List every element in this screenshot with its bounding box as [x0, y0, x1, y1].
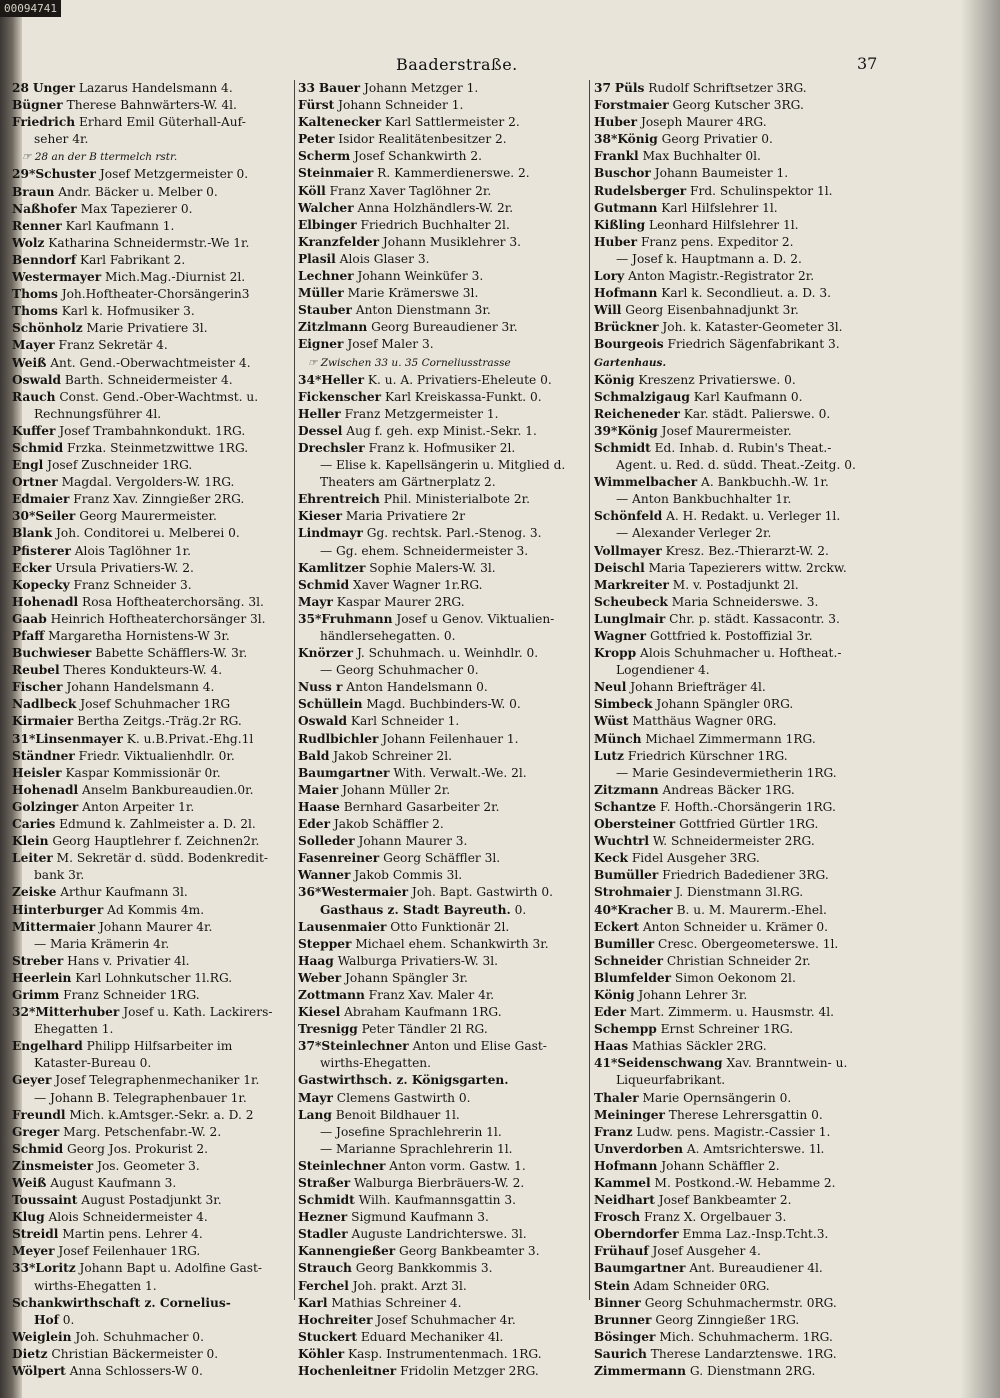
- directory-entry: Agent. u. Red. d. südd. Theat.-Zeitg. 0.: [616, 458, 856, 473]
- directory-entry: Eder Mart. Zimmerm. u. Hausmstr. 4l.: [594, 1005, 834, 1020]
- directory-entry: 32*Mitterhuber Josef u. Kath. Lackirers-: [12, 1005, 273, 1020]
- directory-entry: Brückner Joh. k. Kataster-Geometer 3l.: [594, 320, 843, 335]
- directory-entry: — Josefine Sprachlehrerin 1l.: [320, 1124, 502, 1139]
- directory-entry: Strauch Georg Bankkommis 3.: [298, 1261, 493, 1276]
- directory-entry: 33*Loritz Johann Bapt u. Adolfine Gast-: [12, 1261, 263, 1276]
- directory-entry: — Marie Gesindevermietherin 1RG.: [616, 765, 837, 780]
- directory-entry: 37 Püls Rudolf Schriftsetzer 3RG.: [594, 81, 807, 95]
- directory-entry: Plasil Alois Glaser 3.: [298, 251, 430, 266]
- directory-entry: Schankwirthschaft z. Cornelius-: [12, 1295, 231, 1310]
- directory-entry: Zeiske Arthur Kaufmann 3l.: [12, 885, 188, 900]
- directory-entry: Zinsmeister Jos. Geometer 3.: [12, 1158, 200, 1173]
- directory-entry: König Kreszenz Privatierswe. 0.: [594, 372, 796, 387]
- directory-entry: Schönholz Marie Privatiere 3l.: [12, 321, 208, 336]
- directory-entry: Kataster-Bureau 0.: [34, 1056, 152, 1071]
- directory-entry: Reubel Theres Kondukteurs-W. 4.: [12, 663, 223, 678]
- directory-entry: Streber Hans v. Privatier 4l.: [12, 953, 190, 968]
- directory-entry: Keck Fidel Ausgeher 3RG.: [594, 851, 760, 866]
- directory-entry: Fischer Johann Handelsmann 4.: [12, 680, 215, 695]
- directory-entry: 40*Kracher B. u. M. Maurerm.-Ehel.: [594, 902, 827, 917]
- directory-entry: Weber Johann Spängler 3r.: [298, 970, 468, 985]
- directory-entry: Mittermaier Johann Maurer 4r.: [12, 919, 213, 934]
- directory-entry: Unverdorben A. Amtsrichterswe. 1l.: [594, 1141, 825, 1156]
- directory-entry: Oswald Karl Schneider 1.: [298, 714, 460, 729]
- directory-entry: Köhler Kasp. Instrumentenmach. 1RG.: [298, 1346, 542, 1361]
- directory-entry: Klein Georg Hauptlehrer f. Zeichnen2r.: [12, 834, 260, 849]
- directory-entry: Renner Karl Kaufmann 1.: [12, 218, 175, 233]
- directory-entry: Fickenscher Karl Kreiskassa-Funkt. 0.: [298, 389, 542, 404]
- directory-entry: Hofmann Karl k. Secondlieut. a. D. 3.: [594, 286, 831, 301]
- directory-entry: Saurich Therese Landarztenswe. 1RG.: [594, 1346, 837, 1361]
- directory-entry: Kranzfelder Johann Musiklehrer 3.: [298, 234, 522, 249]
- directory-entry: 36*Westermaier Joh. Bapt. Gastwirth 0.: [298, 885, 553, 900]
- directory-entry: Köll Franz Xaver Taglöhner 2r.: [298, 183, 492, 198]
- directory-entry: Huber Joseph Maurer 4RG.: [594, 115, 767, 130]
- directory-entry: Nadlbeck Josef Schuhmacher 1RG: [12, 697, 231, 712]
- directory-entry: Lunglmair Chr. p. städt. Kassacontr. 3.: [594, 611, 840, 626]
- directory-entry: Haas Mathias Säckler 2RG.: [594, 1039, 767, 1054]
- directory-entry: Blumfelder Simon Oekonom 2l.: [594, 970, 796, 985]
- directory-entry: Lang Benoit Bildhauer 1l.: [298, 1107, 460, 1122]
- directory-entry: Schmid Xaver Wagner 1r.RG.: [298, 577, 483, 592]
- directory-entry: Grimm Franz Schneider 1RG.: [12, 987, 200, 1002]
- directory-entry: Wüst Matthäus Wagner 0RG.: [594, 714, 777, 729]
- directory-entry: Ehegatten 1.: [34, 1022, 114, 1037]
- directory-entry: 29*Schuster Josef Metzgermeister 0.: [12, 167, 249, 182]
- directory-entry: Frankl Max Buchhalter 0l.: [594, 149, 761, 164]
- directory-entry: 31*Linsenmayer K. u.B.Privat.-Ehg.1l: [12, 731, 254, 746]
- directory-entry: Mayer Franz Sekretär 4.: [12, 338, 168, 353]
- directory-entry: Schneider Christian Schneider 2r.: [594, 953, 811, 968]
- column-right: [594, 80, 894, 1380]
- directory-entry: Engl Josef Zuschneider 1RG.: [12, 458, 193, 473]
- directory-entry: Wanner Jakob Commis 3l.: [298, 868, 463, 883]
- directory-entry: Klug Alois Schneidermeister 4.: [12, 1210, 208, 1225]
- directory-entry: Strohmaier J. Dienstmann 3l.RG.: [594, 885, 804, 900]
- directory-entry: Tresnigg Peter Tändler 2l RG.: [298, 1022, 488, 1037]
- directory-entry: Huber Franz pens. Expeditor 2.: [594, 234, 794, 249]
- directory-entry: Rechnungsführer 4l.: [34, 406, 162, 421]
- directory-entry: Liqueurfabrikant.: [616, 1073, 726, 1088]
- directory-entry: wirths-Ehegatten.: [320, 1056, 432, 1071]
- directory-entry: Brunner Georg Zinngießer 1RG.: [594, 1312, 800, 1327]
- directory-entry: Bügner Therese Bahnwärters-W. 4l.: [12, 98, 237, 113]
- directory-entry: König Johann Lehrer 3r.: [594, 987, 748, 1002]
- directory-entry: 41*Seidenschwang Xav. Branntwein- u.: [594, 1056, 848, 1071]
- directory-entry: Schmalzigaug Karl Kaufmann 0.: [594, 389, 803, 404]
- directory-entry: Drechsler Franz k. Hofmusiker 2l.: [298, 440, 516, 455]
- directory-entry: — Johann B. Telegraphenbauer 1r.: [34, 1090, 247, 1105]
- directory-entry: Knörzer J. Schuhmach. u. Weinhdlr. 0.: [298, 646, 539, 661]
- directory-entry: Hezner Sigmund Kaufmann 3.: [298, 1210, 489, 1225]
- directory-entry: Walcher Anna Holzhändlers-W. 2r.: [298, 200, 514, 215]
- directory-entry: — Josef k. Hauptmann a. D. 2.: [616, 251, 802, 266]
- directory-entry: 28 Unger Lazarus Handelsmann 4.: [12, 81, 233, 95]
- directory-entry: Mayr Kaspar Maurer 2RG.: [298, 594, 465, 609]
- directory-entry: Buschor Johann Baumeister 1.: [594, 166, 789, 181]
- directory-entry: Kaltenecker Karl Sattlermeister 2.: [298, 115, 520, 130]
- directory-entry: händlersehegatten. 0.: [320, 629, 456, 643]
- directory-entry: Leiter M. Sekretär d. südd. Bodenkredit-: [12, 851, 269, 866]
- directory-entry: Schmid Frzka. Steinmetzwittwe 1RG.: [12, 440, 249, 455]
- directory-entry: Lechner Johann Weinküfer 3.: [298, 269, 484, 284]
- directory-entry: Vollmayer Kresz. Bez.-Thierarzt-W. 2.: [594, 543, 829, 558]
- directory-entry: Kannengießer Georg Bankbeamter 3.: [298, 1244, 540, 1259]
- directory-entry: seher 4r.: [34, 132, 89, 147]
- directory-entry: Baumgartner Ant. Bureaudiener 4l.: [594, 1261, 823, 1276]
- directory-entry: Steinlechner Anton vorm. Gastw. 1.: [298, 1158, 526, 1173]
- directory-entry: Franz Ludw. pens. Magistr.-Cassier 1.: [594, 1124, 831, 1139]
- directory-entry: Lory Anton Magistr.-Registrator 2r.: [594, 269, 815, 284]
- directory-entry: Hofmann Johann Schäffler 2.: [594, 1158, 780, 1173]
- directory-entry: Straßer Walburga Bierbräuers-W. 2.: [298, 1176, 525, 1190]
- directory-entry: Wölpert Anna Schlossers-W 0.: [12, 1364, 203, 1379]
- directory-entry: Hohenadl Rosa Hoftheaterchorsäng. 3l.: [12, 594, 264, 609]
- directory-entry: Schmid Georg Jos. Prokurist 2.: [12, 1141, 209, 1156]
- directory-entry: Rudlbichler Johann Feilenhauer 1.: [298, 731, 519, 746]
- directory-entry: Stein Adam Schneider 0RG.: [594, 1278, 770, 1293]
- directory-entry: Geyer Josef Telegraphenmechaniker 1r.: [12, 1073, 260, 1088]
- directory-entry: Deischl Maria Tapezierers wittw. 2rckw.: [594, 560, 847, 575]
- column-left: [12, 80, 292, 1380]
- directory-entry: Neul Johann Briefträger 4l.: [594, 680, 766, 695]
- directory-entry: Lutz Friedrich Kürschner 1RG.: [594, 748, 788, 763]
- directory-entry: Bumüller Friedrich Badediener 3RG.: [594, 868, 829, 883]
- directory-entry: Eder Jakob Schäffler 2.: [298, 817, 444, 832]
- directory-entry: Frosch Franz X. Orgelbauer 3.: [594, 1210, 787, 1225]
- column-middle: [298, 80, 588, 1380]
- directory-entry: Stadler Auguste Landrichterswe. 3l.: [298, 1227, 527, 1242]
- directory-entry: — Georg Schuhmacher 0.: [320, 663, 479, 678]
- directory-entry: Weiß August Kaufmann 3.: [12, 1176, 177, 1190]
- directory-entry: Naßhofer Max Tapezierer 0.: [12, 201, 193, 216]
- directory-entry: Greger Marg. Petschenfabr.-W. 2.: [12, 1124, 222, 1139]
- directory-entry: Golzinger Anton Arpeiter 1r.: [12, 799, 195, 814]
- directory-entry: Rudelsberger Frd. Schulinspektor 1l.: [594, 183, 833, 198]
- directory-entry: Gartenhaus.: [594, 356, 667, 369]
- directory-entry: Braun Andr. Bäcker u. Melber 0.: [12, 184, 218, 199]
- directory-entry: Kopecky Franz Schneider 3.: [12, 577, 192, 592]
- directory-entry: Eigner Josef Maler 3.: [298, 337, 434, 352]
- directory-entry: Hochreiter Josef Schuhmacher 4r.: [298, 1312, 516, 1327]
- directory-entry: 34*Heller K. u. A. Privatiers-Eheleute 0.: [298, 372, 552, 387]
- directory-entry: Streidl Martin pens. Lehrer 4.: [12, 1227, 203, 1242]
- directory-entry: 39*König Josef Maurermeister.: [594, 423, 792, 438]
- directory-entry: Gaab Heinrich Hoftheaterchorsänger 3l.: [12, 611, 266, 626]
- directory-entry: Lindmayr Gg. rechtsk. Parl.-Stenog. 3.: [298, 526, 542, 541]
- directory-entry: Friedrich Erhard Emil Güterhall-Auf-: [12, 115, 246, 130]
- directory-entry: Weiglein Joh. Schuhmacher 0.: [12, 1329, 204, 1344]
- column-divider: [294, 80, 295, 1300]
- directory-entry: Rauch Const. Gend.-Ober-Wachtmst. u.: [12, 389, 259, 404]
- directory-entry: Markreiter M. v. Postadjunkt 2l.: [594, 577, 799, 592]
- directory-entry: Nuss r Anton Handelsmann 0.: [298, 680, 488, 695]
- column-divider: [589, 80, 590, 1300]
- archive-stamp: 00094741: [0, 0, 61, 17]
- directory-entry: Obersteiner Gottfried Gürtler 1RG.: [594, 817, 819, 832]
- directory-entry: Kropp Alois Schuhmacher u. Hoftheat.-: [594, 646, 842, 661]
- directory-entry: Bumiller Cresc. Obergeometerswe. 1l.: [594, 936, 839, 951]
- directory-entry: — Elise k. Kapellsängerin u. Mitglied d.: [320, 458, 566, 473]
- directory-entry: Oswald Barth. Schneidermeister 4.: [12, 372, 233, 387]
- directory-entry: Elbinger Friedrich Buchhalter 2l.: [298, 217, 510, 232]
- directory-entry: Thoms Joh.Hoftheater-Chorsängerin3: [12, 287, 250, 302]
- directory-entry: Hinterburger Ad Kommis 4m.: [12, 902, 205, 917]
- directory-entry: Schempp Ernst Schreiner 1RG.: [594, 1022, 794, 1037]
- directory-entry: Kamlitzer Sophie Malers-W. 3l.: [298, 560, 496, 575]
- directory-entry: Steinmaier R. Kammerdienerswe. 2.: [298, 166, 530, 181]
- directory-entry: Hochenleitner Fridolin Metzger 2RG.: [298, 1364, 539, 1379]
- directory-entry: Dietz Christian Bäckermeister 0.: [12, 1346, 219, 1361]
- directory-entry: ☞ 28 an der B ttermelch rstr.: [22, 151, 178, 164]
- directory-entry: Dessel Aug f. geh. exp Minist.-Sekr. 1.: [298, 423, 537, 438]
- directory-entry: bank 3r.: [34, 868, 85, 883]
- directory-entry: 35*Fruhmann Josef u Genov. Viktualien-: [298, 611, 555, 626]
- directory-entry: Weiß Ant. Gend.-Oberwachtmeister 4.: [12, 355, 251, 370]
- directory-entry: Binner Georg Schuhmachermstr. 0RG.: [594, 1295, 837, 1310]
- directory-entry: Kammel M. Postkond.-W. Hebamme 2.: [594, 1176, 836, 1190]
- directory-entry: Kirmaier Bertha Zeitgs.-Träg.2r RG.: [12, 714, 242, 729]
- directory-entry: Heerlein Karl Lohnkutscher 1l.RG.: [12, 970, 233, 985]
- directory-entry: Westermayer Mich.Mag.-Diurnist 2l.: [12, 270, 246, 285]
- directory-entry: Baumgartner With. Verwalt.-We. 2l.: [298, 765, 527, 780]
- directory-entry: Müller Marie Krämerswe 3l.: [298, 286, 479, 301]
- directory-entry: Oberndorfer Emma Laz.-Insp.Tcht.3.: [594, 1227, 829, 1242]
- directory-entry: Meyer Josef Feilenhauer 1RG.: [12, 1244, 201, 1259]
- directory-entry: Pfaff Margaretha Hornistens-W 3r.: [12, 629, 230, 643]
- directory-entry: Schönfeld A. H. Redakt. u. Verleger 1l.: [594, 509, 841, 524]
- directory-entry: Engelhard Philipp Hilfsarbeiter im: [12, 1039, 233, 1054]
- directory-entry: Ehrentreich Phil. Ministerialbote 2r.: [298, 492, 530, 507]
- directory-entry: Thoms Karl k. Hofmusiker 3.: [12, 304, 195, 319]
- directory-entry: ☞ Zwischen 33 u. 35 Corneliusstrasse: [308, 356, 511, 369]
- directory-entry: Fasenreiner Georg Schäffler 3l.: [298, 851, 501, 866]
- directory-entry: — Maria Krämerin 4r.: [34, 936, 170, 951]
- directory-entry: Maier Johann Müller 2r.: [298, 782, 451, 797]
- directory-entry: Theaters am Gärtnerplatz 2.: [320, 475, 496, 490]
- directory-entry: Neidhart Josef Bankbeamter 2.: [594, 1193, 792, 1208]
- directory-entry: Bourgeois Friedrich Sägenfabrikant 3.: [594, 337, 840, 352]
- directory-entry: Zimmermann G. Dienstmann 2RG.: [594, 1364, 816, 1379]
- directory-entry: Wuchtrl W. Schneidermeister 2RG.: [594, 834, 815, 849]
- directory-entry: — Gg. ehem. Schneidermeister 3.: [320, 543, 529, 558]
- directory-entry: 30*Seiler Georg Maurermeister.: [12, 509, 217, 524]
- directory-entry: Reicheneder Kar. städt. Palierswe. 0.: [594, 406, 831, 421]
- directory-entry: — Anton Bankbuchhalter 1r.: [616, 492, 792, 507]
- directory-entry: Hof 0.: [34, 1312, 75, 1327]
- directory-entry: Wagner Gottfried k. Postoffizial 3r.: [594, 629, 813, 643]
- directory-entry: Stauber Anton Dienstmann 3r.: [298, 303, 491, 318]
- directory-entry: 37*Steinlechner Anton und Elise Gast-: [298, 1039, 547, 1054]
- directory-entry: Kieser Maria Privatiere 2r: [298, 509, 466, 524]
- directory-entry: Forstmaier Georg Kutscher 3RG.: [594, 98, 804, 113]
- directory-entry: Schüllein Magd. Buchbinders-W. 0.: [298, 697, 521, 712]
- directory-entry: Thaler Marie Opernsängerin 0.: [594, 1090, 792, 1105]
- directory-entry: Wolz Katharina Schneidermstr.-We 1r.: [12, 235, 250, 250]
- directory-entry: 38*König Georg Privatier 0.: [594, 132, 773, 147]
- directory-entry: Ständner Friedr. Viktualienhdlr. 0r.: [12, 748, 235, 763]
- directory-entry: — Marianne Sprachlehrerin 1l.: [320, 1141, 513, 1156]
- directory-entry: Benndorf Karl Fabrikant 2.: [12, 252, 186, 267]
- page-number: 37: [857, 54, 878, 73]
- page-title: Baaderstraße.: [396, 55, 518, 74]
- directory-entry: 33 Bauer Johann Metzger 1.: [298, 81, 479, 95]
- directory-entry: Logendiener 4.: [616, 663, 710, 678]
- directory-entry: Gastwirthsch. z. Königsgarten.: [298, 1073, 509, 1088]
- directory-entry: Caries Edmund k. Zahlmeister a. D. 2l.: [12, 817, 256, 832]
- directory-entry: Will Georg Eisenbahnadjunkt 3r.: [594, 303, 799, 318]
- directory-entry: Lausenmaier Otto Funktionär 2l.: [298, 919, 510, 934]
- directory-entry: Meininger Therese Lehrersgattin 0.: [594, 1107, 823, 1122]
- directory-entry: Ferchel Joh. prakt. Arzt 3l.: [298, 1278, 467, 1293]
- directory-entry: Buchwieser Babette Schäfflers-W. 3r.: [12, 646, 248, 661]
- directory-entry: Simbeck Johann Spängler 0RG.: [594, 697, 794, 712]
- directory-entry: — Alexander Verleger 2r.: [616, 526, 772, 541]
- directory-entry: Solleder Johann Maurer 3.: [298, 834, 468, 849]
- directory-entry: Kuffer Josef Trambahnkondukt. 1RG.: [12, 423, 246, 438]
- directory-entry: Bösinger Mich. Schuhmacherm. 1RG.: [594, 1329, 833, 1344]
- directory-entry: Blank Joh. Conditorei u. Melberei 0.: [12, 526, 240, 541]
- directory-entry: Stuckert Eduard Mechaniker 4l.: [298, 1329, 504, 1344]
- directory-entry: Freundl Mich. k.Amtsger.-Sekr. a. D. 2: [12, 1107, 254, 1122]
- directory-entry: Eckert Anton Schneider u. Krämer 0.: [594, 919, 829, 934]
- directory-entry: Ecker Ursula Privatiers-W. 2.: [12, 560, 194, 575]
- directory-entry: Frühauf Josef Ausgeher 4.: [594, 1244, 761, 1259]
- directory-entry: Toussaint August Postadjunkt 3r.: [12, 1193, 222, 1208]
- directory-entry: Wimmelbacher A. Bankbuchh.-W. 1r.: [594, 475, 829, 490]
- directory-entry: Haase Bernhard Gasarbeiter 2r.: [298, 799, 500, 814]
- directory-entry: Zottmann Franz Xav. Maler 4r.: [298, 987, 495, 1002]
- directory-entry: Ortner Magdal. Vergolders-W. 1RG.: [12, 475, 235, 490]
- directory-entry: Zitzmann Andreas Bäcker 1RG.: [594, 782, 795, 797]
- directory-entry: Mayr Clemens Gastwirth 0.: [298, 1090, 471, 1105]
- directory-entry: Gasthaus z. Stadt Bayreuth. 0.: [320, 902, 527, 917]
- directory-entry: Edmaier Franz Xav. Zinngießer 2RG.: [12, 492, 245, 507]
- directory-entry: Schmidt Ed. Inhab. d. Rubin's Theat.-: [594, 440, 832, 455]
- directory-entry: Stepper Michael ehem. Schankwirth 3r.: [298, 936, 549, 951]
- directory-entry: Fürst Johann Schneider 1.: [298, 98, 464, 113]
- directory-entry: Haag Walburga Privatiers-W. 3l.: [298, 953, 499, 968]
- directory-entry: Münch Michael Zimmermann 1RG.: [594, 731, 816, 746]
- directory-entry: Kißling Leonhard Hilfslehrer 1l.: [594, 217, 799, 232]
- directory-entry: Zitzlmann Georg Bureaudiener 3r.: [298, 320, 518, 335]
- directory-entry: Heller Franz Metzgermeister 1.: [298, 406, 499, 421]
- directory-entry: Scheubeck Maria Schneiderswe. 3.: [594, 594, 819, 609]
- directory-entry: Gutmann Karl Hilfslehrer 1l.: [594, 200, 778, 215]
- directory-entry: Peter Isidor Realitätenbesitzer 2.: [298, 132, 507, 147]
- directory-entry: Schantze F. Hofth.-Chorsängerin 1RG.: [594, 799, 836, 814]
- directory-entry: Hohenadl Anselm Bankbureaudien.0r.: [12, 782, 254, 797]
- directory-entry: Schmidt Wilh. Kaufmannsgattin 3.: [298, 1193, 516, 1208]
- directory-entry: Pfisterer Alois Taglöhner 1r.: [12, 543, 192, 558]
- directory-entry: Heisler Kaspar Kommissionär 0r.: [12, 765, 221, 780]
- directory-entry: wirths-Ehegatten 1.: [34, 1278, 157, 1293]
- directory-entry: Karl Mathias Schreiner 4.: [298, 1295, 462, 1310]
- page-edge-shadow: [960, 0, 1000, 1398]
- directory-entry: Scherm Josef Schankwirth 2.: [298, 149, 483, 164]
- directory-entry: Bald Jakob Schreiner 2l.: [298, 748, 453, 763]
- directory-entry: Kiesel Abraham Kaufmann 1RG.: [298, 1005, 502, 1020]
